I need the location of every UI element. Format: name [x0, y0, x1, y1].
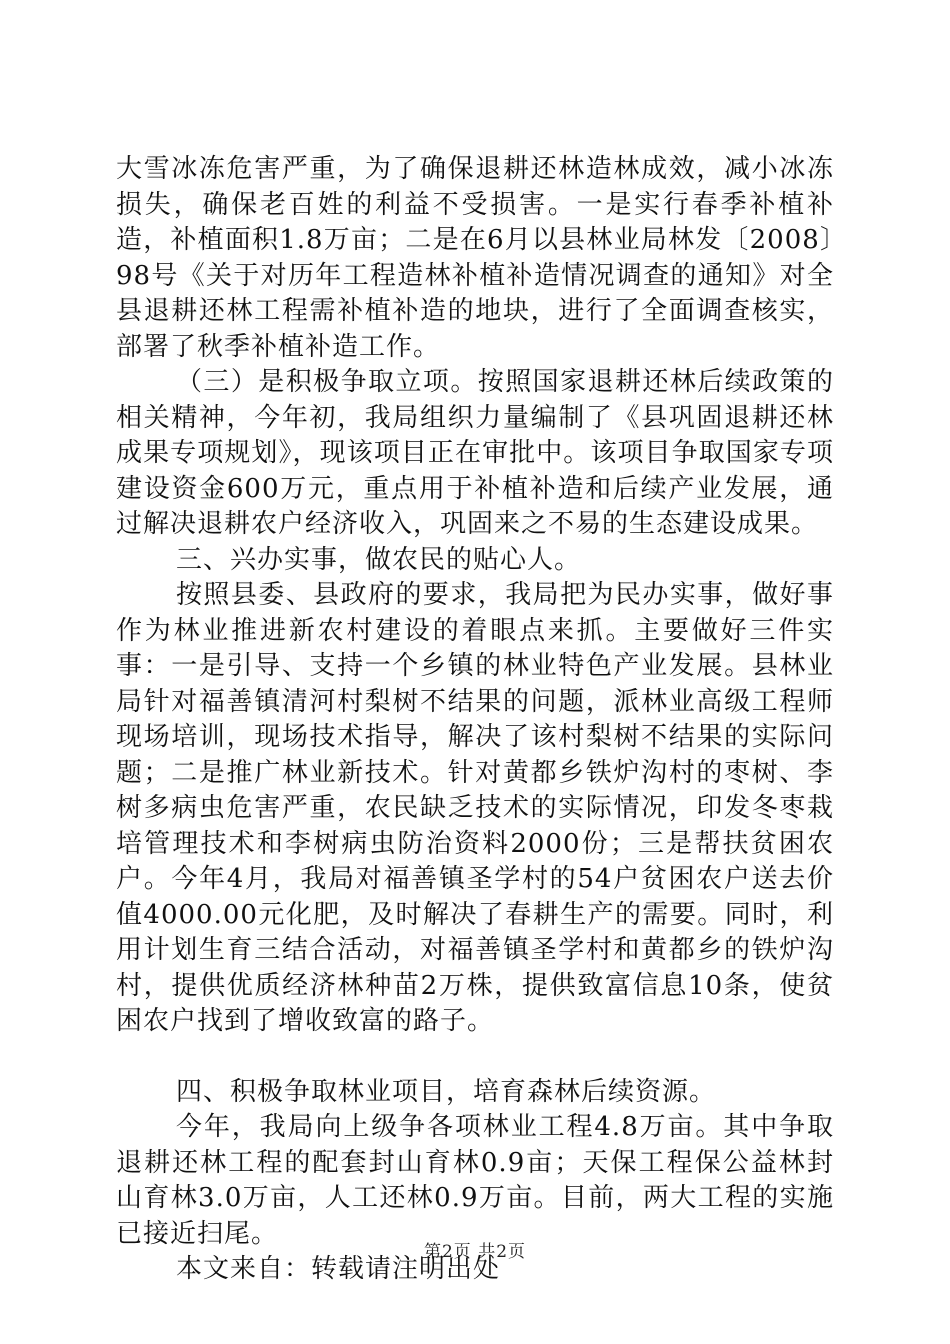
section-heading-practical-affairs: 三、兴办实事，做农民的贴心人。: [176, 544, 582, 575]
section-heading-forestry-projects: 四、积极争取林业项目，培育森林后续资源。: [176, 1076, 717, 1107]
document-body: [116, 152, 834, 1288]
page-number-footer: 第2页 共2页: [423, 1242, 527, 1262]
source-note: 本文来自：转载请注明出处: [176, 1254, 501, 1284]
paragraph-forestry-projects: 今年，我局向上级争各项林业工程4.8万亩。其中争取退耕还林工程的配套封山育林0.9亩；天保工程保公益林封山育林3.0万亩，人工还林0.9万亩。目前，两大工程的实施已接近扫尾。: [116, 1112, 834, 1249]
paragraph-project-application: （三）是积极争取立项。按照国家退耕还林后续政策的相关精神，今年初，我局组织力量编制了《县巩固退耕还林成果专项规划》，现该项目正在审批中。该项目争取国家专项建设资金600万元，重点用于补植补造和后续产业发展，通过解决退耕农户经济收入，巩固来之不易的生态建设成果。: [116, 367, 834, 539]
paragraph-practical-affairs: 按照县委、县政府的要求，我局把为民办实事，做好事作为林业推进新农村建设的着眼点来抓。主要做好三件实事：一是引导、支持一个乡镇的林业特色产业发展。县林业局针对福善镇清河村梨树不结果的问题，派林业高级工程师现场培训，现场技术指导，解决了该村梨树不结果的实际问题；二是推广林业新技术。针对黄都乡铁炉沟村的枣树、李树多病虫危害严重，农民缺乏技术的实际情况，印发冬枣栽培管理技术和李树病虫防治资料2000份；三是帮扶贫困农户。今年4月，我局对福善镇圣学村的54户贫困农户送去价值4000.00元化肥，及时解决了春耕生产的需要。同时，利用计划生育三结合活动，对福善镇圣学村和黄都乡的铁炉沟村，提供优质经济林种苗2万株，提供致富信息10条，使贫困农户找到了增收致富的路子。: [116, 580, 834, 1036]
paragraph-ice-damage-replanting: 大雪冰冻危害严重，为了确保退耕还林造林成效，减小冰冻损失，确保老百姓的利益不受损害。一是实行春季补植补造，补植面积1.8万亩；二是在6月以县林业局林发〔2008〕98号《关于对历年工程造林补植补造情况调查的通知》对全县退耕还林工程需补植补造的地块，进行了全面调查核实，部署了秋季补植补造工作。: [116, 154, 834, 362]
